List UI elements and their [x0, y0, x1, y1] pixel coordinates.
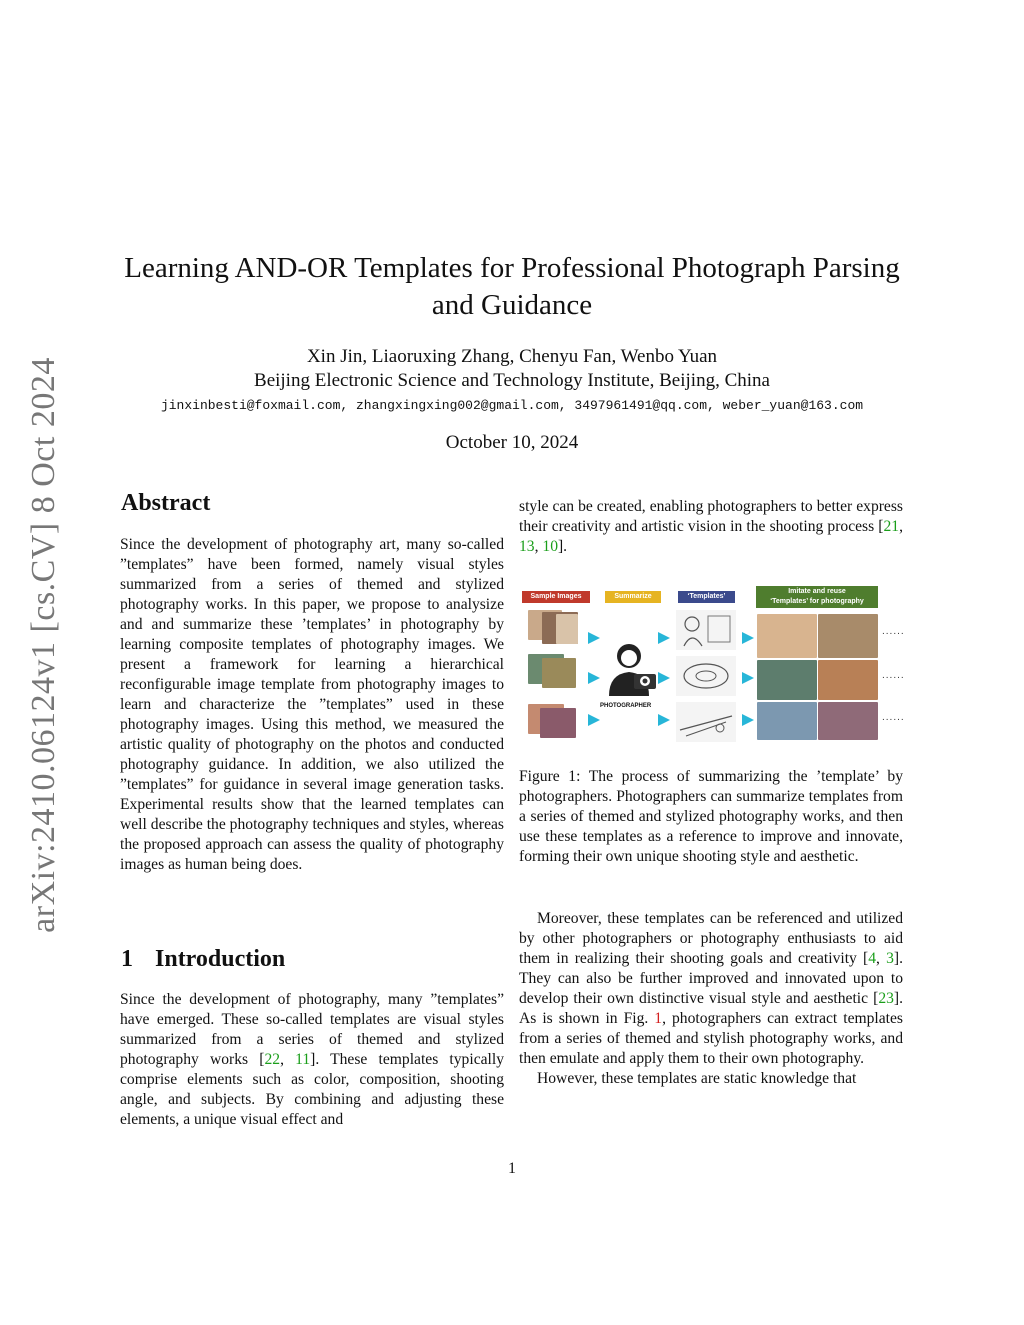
sample-photo: [542, 658, 576, 688]
authors: Xin Jin, Liaoruxing Zhang, Chenyu Fan, Wenbo Yuan: [306, 346, 718, 367]
citation-link[interactable]: 10: [542, 538, 558, 555]
arrow-icon: [658, 714, 670, 726]
photographer-label: PHOTOGRAPHER: [600, 703, 652, 709]
arrow-icon: [588, 632, 600, 644]
result-photo: [818, 660, 878, 700]
more-dots: ......: [882, 626, 905, 637]
more-dots: ......: [882, 670, 905, 681]
result-photo: [757, 702, 817, 740]
paper-title: Learning AND-OR Templates for Professional Photograph Parsing and Guidance: [124, 252, 900, 321]
date: October 10, 2024: [445, 432, 579, 453]
result-photo: [757, 614, 817, 658]
citation-link[interactable]: 4: [868, 950, 877, 967]
arrow-icon: [742, 632, 754, 644]
abstract-heading: Abstract: [121, 490, 211, 516]
label-imitate: Imitate and reuse ‘Templates’ for photography: [756, 586, 878, 608]
template-sketches: [676, 610, 736, 744]
sample-photo: [556, 614, 578, 644]
citation-link[interactable]: 22: [264, 1051, 281, 1068]
figure-1: [520, 586, 903, 746]
label-summarize: Summarize: [605, 591, 661, 603]
citation-link[interactable]: 23: [878, 990, 894, 1007]
right-paragraph-3: However, these templates are static knowledge that: [537, 1070, 857, 1087]
right-paragraph-2: Moreover, these templates can be referenced and utilized by other photographers or photography enthusiasts to aid them in realizing their shooting goals and creativity [4, 3]. They can also be further improved and innovated upon to develop their own distinctive visual style and aesthetic [23]. As is shown in Fig. 1, photographers can extract templates from a series of themed and stylish photography works, and then emulate and apply them to their own photography. However, these templates are static knowledge that: [519, 910, 903, 1087]
intro-paragraph-1: Since the development of photography, many ”templates” have emerged. These so-called templates are visual styles summarized from a series of themed and stylized photography works [22, 11]. These templates typically comprise elements such as color, composition, shooting angle, and subjects. By combining and adjusting these elements, a unique visual effect and: [120, 991, 504, 1128]
arrow-icon: [588, 672, 600, 684]
more-dots: ......: [882, 712, 905, 723]
sample-photo: [540, 708, 576, 738]
result-photo: [818, 702, 878, 740]
result-photo: [757, 660, 817, 700]
citation-link[interactable]: 13: [519, 538, 535, 555]
label-sample-images: Sample Images: [522, 591, 590, 603]
figure-caption: Figure 1: The process of summarizing the ’template’ by photographers. Photographers can summarize templates from a series of themed and stylized photography works, and then use these templates as a reference to improve and innovate, forming their own unique shooting style and aesthetic.: [519, 768, 903, 865]
arrow-icon: [658, 632, 670, 644]
intro-heading: 1 Introduction: [121, 946, 286, 972]
emails: jinxinbesti@foxmail.com, zhangxingxing002@gmail.com, 3497961491@qq.com, weber_yuan@163.com: [160, 398, 864, 413]
citation-link[interactable]: 3: [886, 950, 894, 967]
arrow-icon: [588, 714, 600, 726]
citation-link[interactable]: 21: [883, 518, 900, 535]
right-paragraph-0: style can be created, enabling photographers to better express their creativity and artistic vision in the shooting process [21, 13, 10].: [519, 498, 903, 555]
arrow-icon: [742, 672, 754, 684]
arxiv-stamp: arXiv:2410.06124v1 [cs.CV] 8 Oct 2024: [25, 357, 62, 933]
result-photo: [818, 614, 878, 658]
citation-link[interactable]: 11: [295, 1051, 311, 1068]
arrow-icon: [742, 714, 754, 726]
photographer-icon: [604, 640, 664, 700]
affiliation: Beijing Electronic Science and Technology Institute, Beijing, China: [254, 370, 770, 391]
arrow-icon: [658, 672, 670, 684]
label-templates: ‘Templates’: [678, 591, 735, 603]
page-number: 1: [508, 1160, 516, 1177]
figure-ref-link[interactable]: 1: [654, 1010, 663, 1027]
abstract-text: Since the development of photography art, many so-called ”templates” have been formed, namely visual styles summarized from a series of themed and stylized photography works. In this paper, we propose to analysize and and summarize these ’templates’ in photography by learning composite templates of photography images. We present a framework for learning a hierarchical reconfigurable image template from photography images to learn and characterize the ”templates” used in these photography images. Using this method, we measured the artistic quality of photography on the photos and conducted photography guidance. In addition, we also utilized the ”templates” for guidance in several image generation tasks. Experimental results show that the learned templates can well describe the photography techniques and styles, whereas the proposed approach can assess the quality of photography images as human being does.: [120, 536, 504, 873]
